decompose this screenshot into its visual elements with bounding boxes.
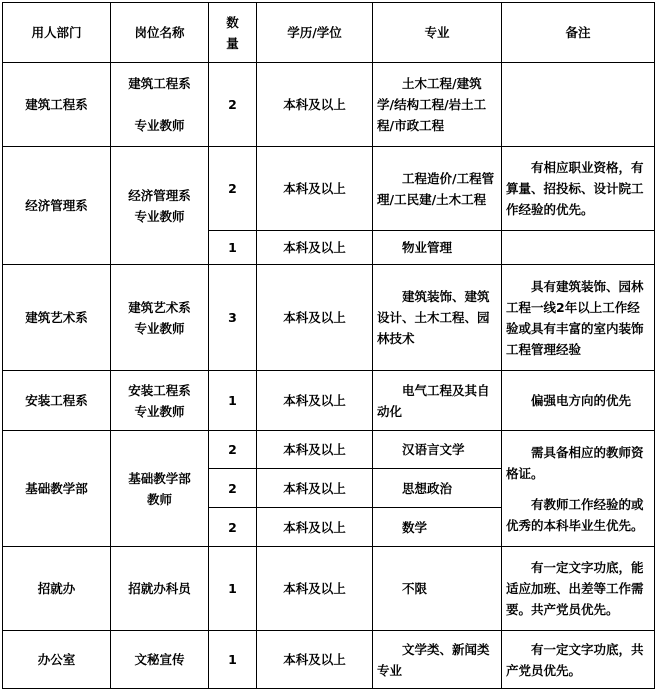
header-major: 专业 (373, 3, 502, 63)
notes-paragraph: 需具备相应的教师资格证。 (506, 444, 644, 481)
notes-cell: 有一定文字功底，能适应加班、出差等工作需要。共产党员优先。 (502, 547, 655, 631)
qty-cell: 2 (209, 63, 257, 147)
position-line: 建筑工程系 (128, 76, 191, 91)
qty-cell: 3 (209, 265, 257, 371)
dept-cell: 办公室 (3, 631, 111, 689)
dept-cell: 经济管理系 (3, 147, 111, 265)
header-qty-line2: 量 (226, 35, 239, 51)
table-row (3, 547, 655, 631)
notes-cell (502, 63, 655, 147)
notes-cell: 有相应职业资格，有算量、招投标、设计院工作经验的优先。 (502, 147, 655, 231)
dept-cell: 安装工程系 (3, 371, 111, 431)
header-qty-line1: 数 (226, 14, 239, 30)
qty-cell: 1 (209, 231, 257, 265)
education-cell: 本科及以上 (257, 265, 373, 371)
position-cell (111, 63, 209, 147)
education-cell: 本科及以上 (257, 371, 373, 431)
header-education: 学历/学位 (257, 3, 373, 63)
header-position: 岗位名称 (111, 3, 209, 63)
position-line: 专业教师 (134, 118, 185, 133)
position-line: 建筑艺术系 (128, 299, 191, 315)
header-qty (209, 3, 257, 63)
major-cell: 建筑装饰、建筑设计、土木工程、园林技术 (373, 265, 502, 371)
dept-cell: 建筑工程系 (3, 63, 111, 147)
qty-cell: 2 (209, 508, 257, 547)
major-cell: 电气工程及其自动化 (373, 371, 502, 431)
qty-cell: 1 (209, 371, 257, 431)
major-cell: 物业管理 (373, 231, 502, 265)
table-row (3, 63, 655, 147)
major-cell: 数学 (373, 508, 502, 547)
major-cell: 思想政治 (373, 469, 502, 508)
qty-cell: 1 (209, 631, 257, 689)
position-cell (111, 265, 209, 371)
dept-cell: 基础教学部 (3, 431, 111, 547)
header-notes: 备注 (502, 3, 655, 63)
position-cell (111, 147, 209, 265)
notes-paragraph: 有教师工作经验的或优秀的本科毕业生优先。 (506, 496, 644, 533)
table-row (3, 431, 655, 469)
notes-cell (502, 431, 655, 547)
table-row (3, 631, 655, 689)
education-cell: 本科及以上 (257, 547, 373, 631)
position-line: 经济管理系 (128, 187, 191, 203)
position-line: 安装工程系 (128, 382, 191, 398)
position-cell: 招就办科员 (111, 547, 209, 631)
notes-cell: 偏强电方向的优先 (502, 371, 655, 431)
major-cell: 土木工程/建筑学/结构工程/岩土工程/市政工程 (373, 63, 502, 147)
notes-cell-empty (502, 231, 655, 265)
table-row (3, 371, 655, 431)
major-cell: 工程造价/工程管理/工民建/土木工程 (373, 147, 502, 231)
qty-cell: 1 (209, 547, 257, 631)
qty-cell: 2 (209, 469, 257, 508)
education-cell: 本科及以上 (257, 631, 373, 689)
position-cell (111, 371, 209, 431)
header-dept: 用人部门 (3, 3, 111, 63)
qty-cell: 2 (209, 431, 257, 469)
notes-cell: 有一定文字功底，共产党员优先。 (502, 631, 655, 689)
qty-cell: 2 (209, 147, 257, 231)
education-cell: 本科及以上 (257, 508, 373, 547)
position-cell (111, 431, 209, 547)
education-cell: 本科及以上 (257, 469, 373, 508)
position-line: 基础教学部 (128, 470, 191, 486)
position-cell: 文秘宣传 (111, 631, 209, 689)
education-cell: 本科及以上 (257, 431, 373, 469)
table-row (3, 147, 655, 231)
header-row (3, 3, 655, 63)
table-row (3, 265, 655, 371)
education-cell: 本科及以上 (257, 231, 373, 265)
major-cell: 文学类、新闻类专业 (373, 631, 502, 689)
dept-cell: 建筑艺术系 (3, 265, 111, 371)
dept-cell: 招就办 (3, 547, 111, 631)
position-line: 专业教师 (134, 320, 185, 336)
education-cell: 本科及以上 (257, 63, 373, 147)
recruitment-table (2, 2, 655, 689)
major-cell: 不限 (373, 547, 502, 631)
position-line: 专业教师 (134, 208, 185, 224)
education-cell: 本科及以上 (257, 147, 373, 231)
position-line: 专业教师 (134, 403, 185, 419)
position-line: 教师 (146, 491, 172, 507)
notes-cell: 具有建筑装饰、园林工程一线2年以上工作经验或具有丰富的室内装饰工程管理经验 (502, 265, 655, 371)
major-cell: 汉语言文学 (373, 431, 502, 469)
